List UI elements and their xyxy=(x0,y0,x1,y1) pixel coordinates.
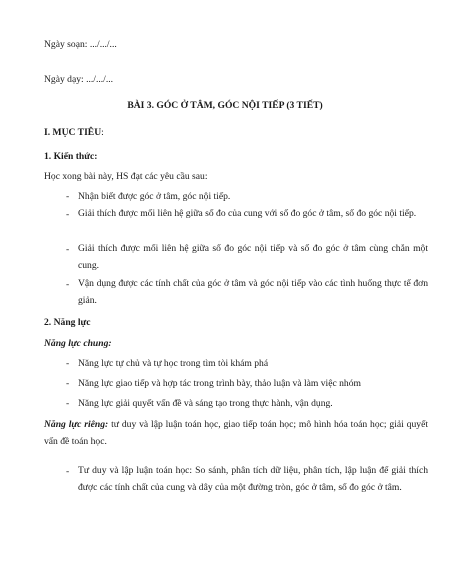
general-competence-item: Năng lực giải quyết vấn đề và sáng tạo trong thực hành, vận dụng. xyxy=(78,398,333,409)
bullet-dash: - xyxy=(66,209,70,220)
section-heading-text: I. MỤC TIÊU xyxy=(44,127,102,138)
section-heading-colon: : xyxy=(101,127,104,138)
knowledge-item: Giải thích được mối liên hệ giữa số đo của cung với số đo góc ở tâm, số đo góc nội tiếp. xyxy=(78,208,417,219)
bullet-dash: - xyxy=(66,279,70,290)
bullet-dash: - xyxy=(66,466,70,477)
knowledge-heading: 1. Kiến thức: xyxy=(44,151,98,162)
knowledge-item: Vận dụng được các tính chất của góc ở tâm và góc nội tiếp vào các tình huống thực tế đơn giản. xyxy=(78,278,428,306)
general-competence-item: Năng lực tự chủ và tự học trong tìm tòi khám phá xyxy=(78,358,269,369)
teach-date: Ngày dạy: .../.../... xyxy=(44,74,114,85)
bullet-dash: - xyxy=(66,398,70,409)
bullet-dash: - xyxy=(66,358,70,369)
bullet-dash: - xyxy=(66,191,70,202)
general-competence-heading: Năng lực chung: xyxy=(44,338,112,349)
bullet-dash: - xyxy=(66,378,70,389)
prep-date: Ngày soạn: .../.../... xyxy=(44,39,117,50)
competence-heading: 2. Năng lực xyxy=(44,317,91,328)
lesson-title: BÀI 3. GÓC Ở TÂM, GÓC NỘI TIẾP (3 TIẾT) xyxy=(127,100,323,111)
specific-competence-label: Năng lực riêng: xyxy=(44,419,109,430)
specific-competence-text: tư duy và lập luận toán học, giao tiếp toán học; mô hình hóa toán học; giải quyết vấn đề toán học. xyxy=(44,419,428,447)
bullet-dash: - xyxy=(66,244,70,255)
section-heading-objectives xyxy=(44,126,104,140)
specific-competence-paragraph xyxy=(44,417,428,451)
knowledge-item: Nhận biết được góc ở tâm, góc nội tiếp. xyxy=(78,191,231,202)
knowledge-item: Giải thích được mối liên hệ giữa số đo góc nội tiếp và số đo góc ở tâm cùng chắn một cung. xyxy=(78,243,428,271)
general-competence-item: Năng lực giao tiếp và hợp tác trong trình bày, thảo luận và làm việc nhóm xyxy=(78,378,361,389)
knowledge-intro: Học xong bài này, HS đạt các yêu cầu sau: xyxy=(44,171,208,182)
specific-competence-item: Tư duy và lập luận toán học: So sánh, phân tích dữ liệu, phân tích, lập luận để giải thích được các tính chất của cung và dây của một đường tròn, góc ở tâm, số đo góc ở tâm. xyxy=(78,465,428,493)
